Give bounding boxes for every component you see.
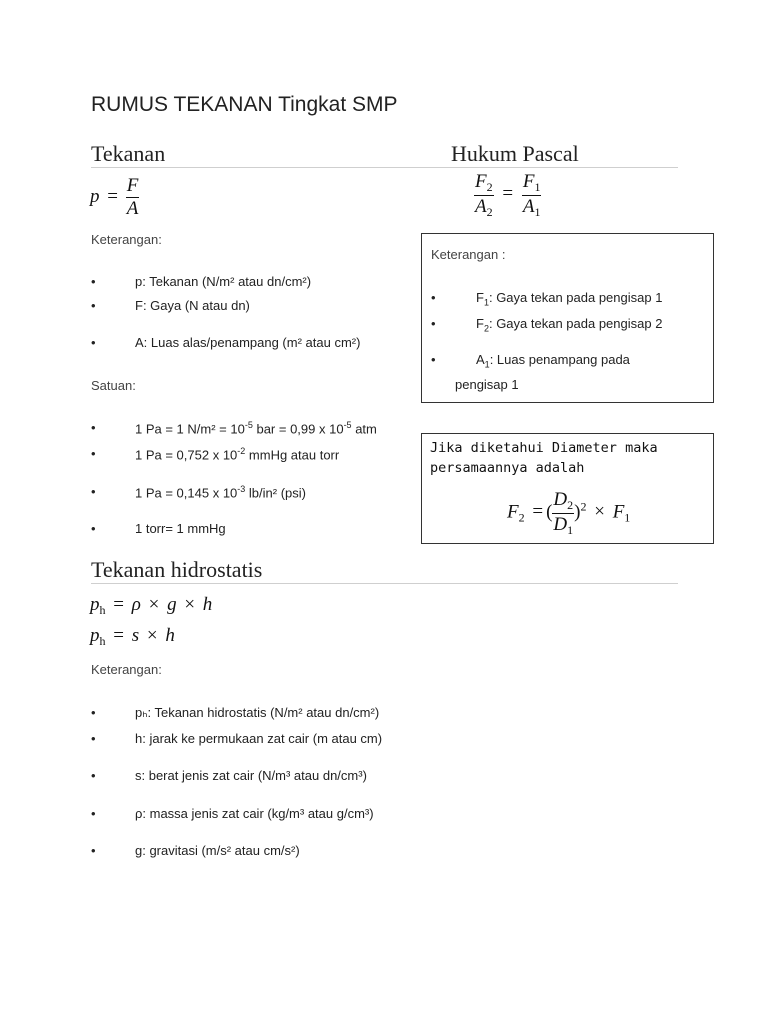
diameter-text-line2: persamaannya adalah [430,460,585,476]
list-item: • $A_1$: Luas penampang pada [431,352,630,370]
pascal-keterangan-box [421,233,714,403]
list-item: • 1 torr= 1 mmHg [91,521,226,536]
tekanan-keterangan-label: Keterangan: [91,232,162,247]
list-item: • 1 Pa = 1 $N/m^2 = 10^{-5}$ bar = 0,99 x $10^{-5}$ atm [91,420,377,437]
list-item: • s: berat jenis zat cair (N/m³ atau dn/cm³) [91,768,367,783]
diameter-box [421,433,714,544]
list-item: • $F_2$: Gaya tekan pada pengisap 2 [431,316,663,334]
list-item: • $F_1$: Gaya tekan pada pengisap 1 [431,290,663,308]
list-item: • A: Luas alas/penampang (m² atau cm²) [91,335,361,350]
list-item-continuation: pengisap 1 [455,377,519,392]
list-item: • 1 Pa = 0,752 x $10^{-2}$ mmHg atau torr [91,446,340,463]
section-divider [91,167,678,168]
list-item: • p: Tekanan (N/m² atau dn/cm²) [91,274,312,289]
list-item: • h: jarak ke permukaan zat cair (m atau cm) [91,731,383,746]
list-item: • 1 Pa = 0,145 x $10^{-3}$ lb/in² (psi) [91,484,306,501]
list-item: • g: gravitasi (m/s² atau cm/s²) [91,843,300,858]
list-item: • ρ: massa jenis zat cair (kg/m³ atau g/cm³) [91,806,374,821]
diameter-formula: $F_2$ = ( $\frac{D_2}{D_1}$ )$^2 \times F_1$ [507,489,631,537]
page-title: RUMUS TEKANAN Tingkat SMP [91,93,398,116]
pascal-heading: Hukum Pascal [451,141,579,166]
pascal-formula: $\frac{F_2}{A_2}$ = $\frac{F_1}{A_1}$ [475,171,541,219]
section-divider [91,583,678,584]
tekanan-formula: p = $\frac{F}{A}$ [90,175,139,219]
list-item: • pₕ: Tekanan hidrostatis (N/m² atau dn/cm²) [91,705,380,720]
hidrostatis-heading: Tekanan hidrostatis [91,557,263,582]
hidrostatis-keterangan-label: Keterangan: [91,662,162,677]
hidrostatis-formula-2: $p_h = s \times h$ [90,625,175,648]
diameter-text-line1: Jika diketahui Diameter maka [430,440,658,456]
list-item: • F: Gaya (N atau dn) [91,298,250,313]
satuan-label: Satuan: [91,378,136,393]
pascal-keterangan-label: Keterangan : [431,247,506,262]
hidrostatis-formula-1: $p_h = \rho \times g \times h$ [90,594,213,617]
tekanan-heading: Tekanan [91,141,166,166]
